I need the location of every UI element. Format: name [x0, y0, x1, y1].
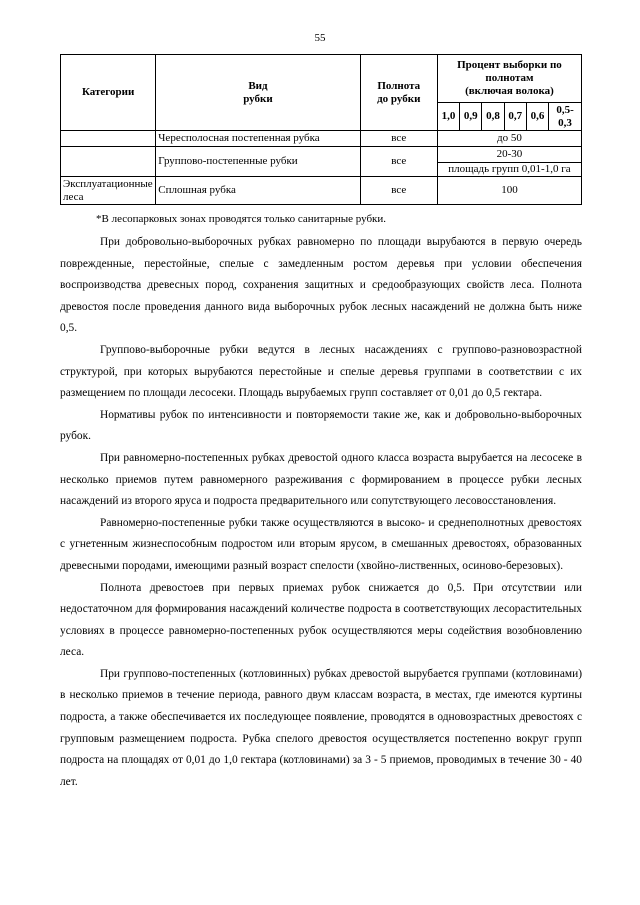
paragraph: Равномерно-постепенные рубки также осуществляются в высоко- и среднеполнотных древостоях с угнетенным жизнеспособным подростом или вторым ярусом, в смешанных древостоях, образованных древесными породами, имеющими разный возраст спелости (хвойно-лиственных, осиново-березовых).	[60, 516, 582, 572]
cell-category	[61, 147, 156, 177]
header-density-line2: до рубки	[377, 92, 421, 105]
cell-logging-type: Чересполосная постепенная рубка	[156, 131, 360, 147]
cell-density: все	[360, 147, 437, 177]
subheader-density-value: 0,9	[460, 103, 482, 131]
paragraph: Группово-выборочные рубки ведутся в лесных насаждениях с группово-разновозрастной структурой, при которых вырубаются перестойные и спелые деревья группами в соответствии с их размещением по площади лесосеки. Площадь вырубаемых групп составляет от 0,01 до 0,5 гектара.	[60, 343, 582, 400]
subheader-density-value: 0,5-0,3	[549, 103, 582, 131]
table-footnote: *В лесопарковых зонах проводятся только санитарные рубки.	[96, 213, 387, 225]
cell-logging-type: Группово-постепенные рубки	[156, 147, 360, 177]
body-text	[60, 232, 582, 793]
subheader-density-value: 0,7	[504, 103, 526, 131]
header-percent-line1: Процент выборки по	[457, 59, 562, 71]
table-row	[61, 131, 582, 147]
cell-group-area: площадь групп 0,01-1,0 га	[437, 163, 581, 177]
subheader-density-value: 1,0	[437, 103, 459, 131]
paragraph: При равномерно-постепенных рубках древостой одного класса возраста вырубается на лесосеке в несколько приемов путем равномерного разреживания с формированием в процессе рубки лесных насаждений из второго яруса и подроста предварительного или сопутствующего лесовосстановления.	[60, 451, 582, 508]
header-density-line1: Полнота	[377, 79, 421, 92]
paragraph: При добровольно-выборочных рубках равномерно по площади вырубаются в первую очередь поврежденные, перестойные, спелые с замедленным ростом деревья при условии обеспечения воспроизводства древесных пород, сохранения защитных и средообразующих свойств леса. Полнота древостоя после проведения данного вида выборочных рубок лесных насаждений не должна быть ниже 0,5.	[60, 236, 582, 335]
header-percent-line2: полнотам	[485, 72, 534, 84]
subheader-density-value: 0,6	[526, 103, 548, 131]
header-category: Категории	[61, 55, 156, 131]
page-number: 55	[314, 32, 326, 44]
cell-percent: 100	[437, 177, 581, 205]
cell-percent: до 50	[437, 131, 581, 147]
header-percent	[437, 55, 581, 103]
header-logging-type	[156, 55, 360, 131]
cell-percent: 20-30	[437, 147, 581, 163]
paragraph: Нормативы рубок по интенсивности и повторяемости такие же, как и добровольно-выборочных рубок.	[60, 408, 582, 443]
logging-rates-table	[60, 54, 582, 205]
subheader-density-value: 0,8	[482, 103, 504, 131]
cell-category: Эксплуатационные леса	[61, 177, 156, 205]
cell-category	[61, 131, 156, 147]
header-percent-line3: (включая волока)	[465, 85, 554, 97]
cell-density: все	[360, 177, 437, 205]
table-row	[61, 177, 582, 205]
header-logging-type-line1: Вид	[248, 79, 268, 92]
header-logging-type-line2: рубки	[243, 92, 273, 105]
table-row	[61, 147, 582, 163]
cell-density: все	[360, 131, 437, 147]
paragraph: Полнота древостоев при первых приемах рубок снижается до 0,5. При отсутствии или недостаточном для формирования насаждений количестве подроста в соответствующих лесорастительных условиях в процессе равномерно-постепенных рубок осуществляются меры содействия возобновлению леса.	[60, 581, 582, 659]
paragraph: При группово-постепенных (котловинных) рубках древостой вырубается группами (котловинами) в несколько приемов в течение периода, равного двум классам возраста, в местах, где имеются куртины подроста, а также обеспечивается их последующее появление, проводятся в одновозрастных древостоях с групповым размещением подроста. Рубка спелого древостоя осуществляется постепенно вокруг групп подроста на площадях от 0,01 до 1,0 гектара (котловинами) за 3 - 5 приемов, проводимых в течение 30 - 40 лет.	[60, 667, 582, 788]
header-density	[360, 55, 437, 131]
cell-logging-type: Сплошная рубка	[156, 177, 360, 205]
